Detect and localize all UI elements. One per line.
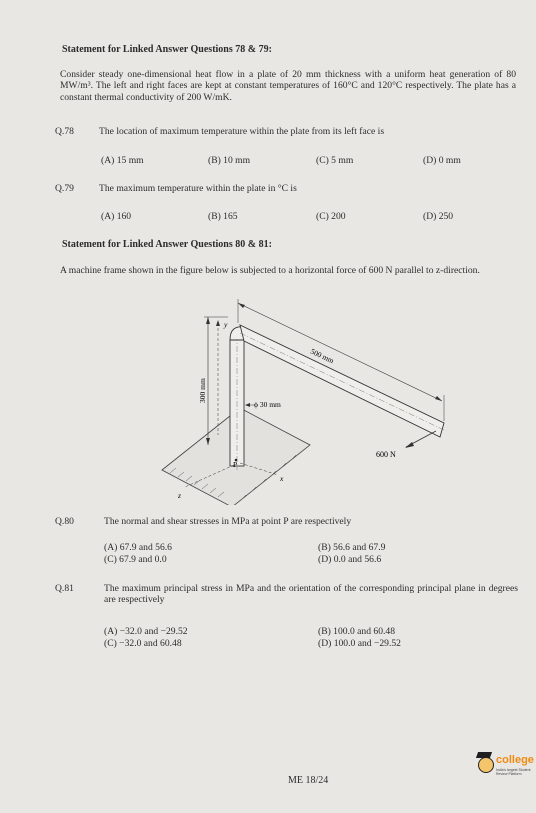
collegedunia-logo (477, 748, 536, 780)
diameter-label: ϕ 30 mm (254, 400, 281, 409)
option-79-c: (C) 200 (316, 211, 346, 222)
option-80-d: (D) 0.0 and 56.6 (318, 554, 382, 565)
statement-paragraph-78-79: Consider steady one-dimensional heat flow in a plate of 20 mm thickness with a uniform heat generation of 80 MW/m³. The left and right faces are kept at constant temperatures of 160°C and 120°C respectively. The plate has a constant thermal conductivity of 200 W/mK. (60, 69, 516, 103)
option-81-b: (B) 100.0 and 60.48 (318, 626, 396, 637)
option-81-d: (D) 100.0 and −29.52 (318, 638, 401, 649)
option-81-c: (C) −32.0 and 60.48 (104, 638, 182, 649)
axis-label-z: z (178, 491, 181, 500)
option-79-a: (A) 160 (101, 211, 132, 222)
option-78-b: (B) 10 mm (208, 155, 251, 166)
question-text-81: The maximum principal stress in MPa and the orientation of the corresponding principal plane in degrees are respectively (104, 583, 518, 606)
dim-label-300: 300 mm (198, 378, 207, 403)
option-78-d: (D) 0 mm (423, 155, 461, 166)
page-footer: ME 18/24 (288, 775, 329, 786)
option-79-b: (B) 165 (208, 211, 238, 222)
option-80-a: (A) 67.9 and 56.6 (104, 542, 172, 553)
point-label-p: P (233, 460, 238, 469)
statement-heading-78-79: Statement for Linked Answer Questions 78 & 79: (62, 44, 272, 55)
question-number-80: Q.80 (55, 516, 74, 527)
option-81-a: (A) −32.0 and −29.52 (104, 626, 188, 637)
axis-label-x: x (280, 474, 284, 483)
logo-wordmark: college (496, 754, 534, 766)
statement-heading-80-81: Statement for Linked Answer Questions 80 & 81: (62, 239, 272, 250)
question-number-78: Q.78 (55, 126, 74, 137)
option-78-a: (A) 15 mm (101, 155, 144, 166)
statement-paragraph-80-81: A machine frame shown in the figure below is subjected to a horizontal force of 600 N parallel to z-direction. (60, 265, 480, 276)
machine-frame-figure (150, 295, 470, 505)
horizontal-arm (240, 325, 444, 437)
option-79-d: (D) 250 (423, 211, 454, 222)
question-number-79: Q.79 (55, 183, 74, 194)
mascot-face-icon (478, 757, 494, 773)
logo-tagline: India's largest Student Review Platform (496, 768, 531, 776)
question-text-78: The location of maximum temperature within the plate from its left face is (99, 126, 385, 137)
option-80-b: (B) 56.6 and 67.9 (318, 542, 386, 553)
question-text-79: The maximum temperature within the plate in °C is (99, 183, 297, 194)
force-label: 600 N (376, 450, 396, 459)
question-text-80: The normal and shear stresses in MPa at point P are respectively (104, 516, 352, 527)
question-number-81: Q.81 (55, 583, 74, 594)
dim-label-500: 500 mm (309, 346, 336, 366)
axis-label-y: y (224, 320, 228, 329)
option-78-c: (C) 5 mm (316, 155, 354, 166)
option-80-c: (C) 67.9 and 0.0 (104, 554, 167, 565)
